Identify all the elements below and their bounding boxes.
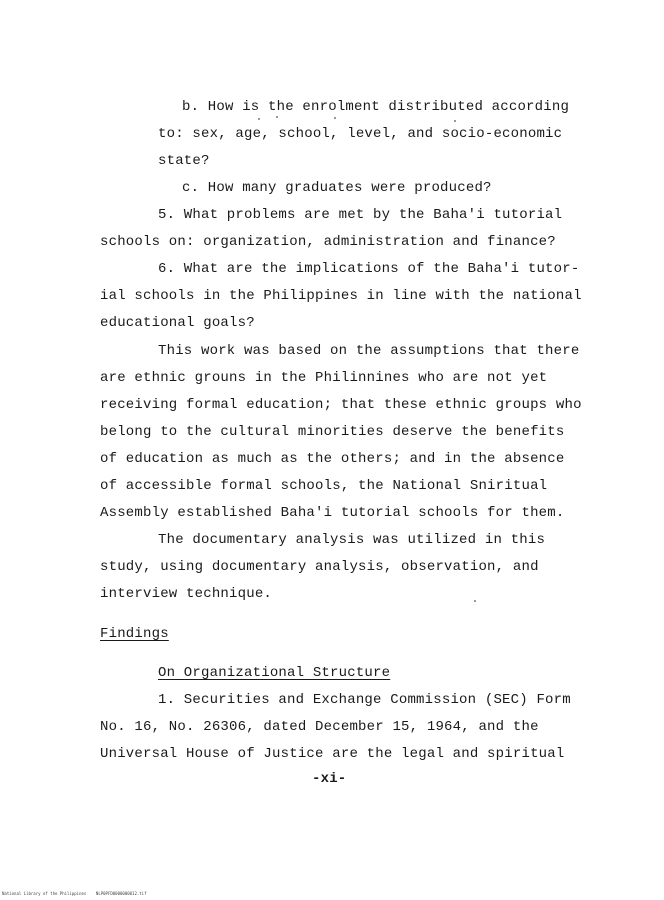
section-subheading: On Organizational Structure <box>158 665 391 681</box>
text-line: 1. Securities and Exchange Commission (SEC) Form <box>158 692 571 708</box>
text-line: Assembly established Baha'i tutorial schools for them. <box>100 505 565 521</box>
text-line: 5. What problems are met by the Baha'i tutorial <box>158 207 563 223</box>
text-line: of education as much as the others; and in the absence <box>100 451 565 467</box>
text-line: to: sex, age, school, level, and socio-economic <box>158 126 563 142</box>
scan-speck <box>276 116 278 118</box>
text-line: 6. What are the implications of the Baha'i tutor- <box>158 261 580 277</box>
text-line: schools on: organization, administration and finance? <box>100 234 556 250</box>
text-line: This work was based on the assumptions that there <box>158 343 580 359</box>
scan-speck <box>474 600 476 602</box>
text-line: are ethnic grouns in the Philinnines who are not yet <box>100 370 548 386</box>
text-line: Universal House of Justice are the legal and spiritual <box>100 746 565 762</box>
footer-caption: National Library of the Philippines NLP0PFD0000000012.tif <box>2 891 147 896</box>
text-line: receiving formal education; that these ethnic groups who <box>100 397 582 413</box>
text-line: ial schools in the Philippines in line with the national <box>100 288 582 304</box>
text-line: belong to the cultural minorities deserve the benefits <box>100 424 565 440</box>
text-line: The documentary analysis was utilized in this <box>158 532 546 548</box>
text-line: b. How is the enrolment distributed according <box>182 99 570 115</box>
findings-heading: Findings <box>100 626 169 642</box>
scan-speck <box>258 118 260 120</box>
text-line: No. 16, No. 26306, dated December 15, 1964, and the <box>100 719 539 735</box>
text-line: c. How many graduates were produced? <box>182 180 492 196</box>
scan-speck <box>334 117 336 119</box>
text-line: interview technique. <box>100 586 273 602</box>
text-line: educational goals? <box>100 315 255 331</box>
text-line: state? <box>158 153 210 169</box>
text-line: study, using documentary analysis, observation, and <box>100 559 539 575</box>
page-number: -xi- <box>312 771 347 787</box>
scan-speck <box>454 120 456 122</box>
text-line: of accessible formal schools, the National Sniritual <box>100 478 548 494</box>
